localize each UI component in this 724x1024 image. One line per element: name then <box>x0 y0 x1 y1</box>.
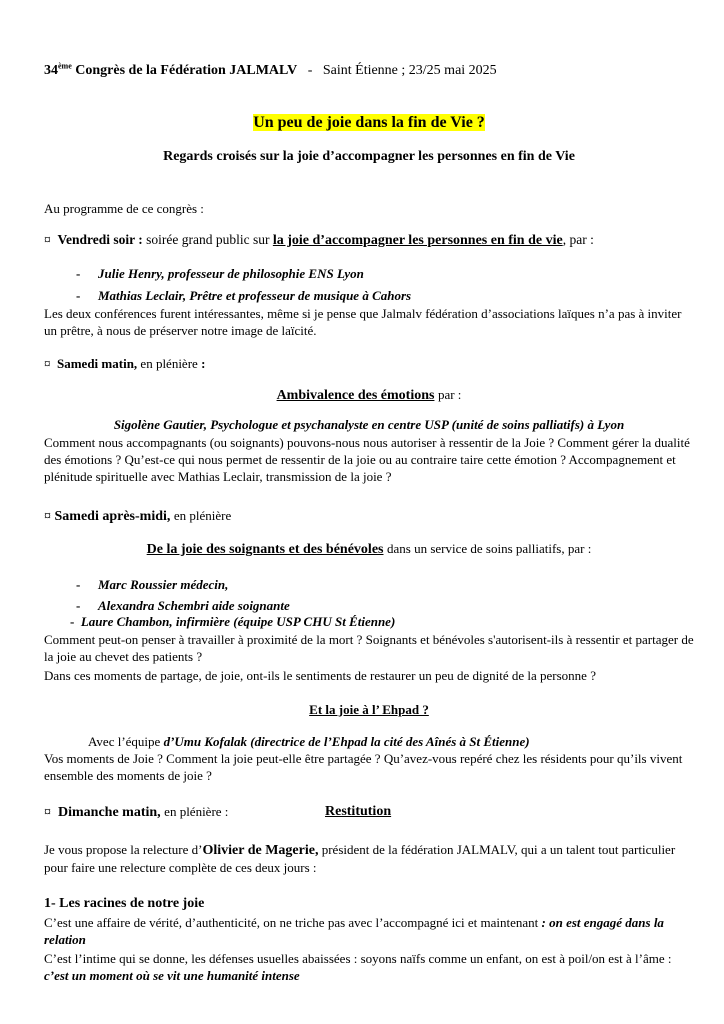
ehpad-title: Et la joie à l’ Ehpad ? <box>309 702 429 717</box>
ehpad-with: Avec l’équipe <box>88 734 161 749</box>
sunday-theme: Restitution <box>325 804 392 819</box>
saturday-afternoon-comment: Dans ces moments de partage, de joie, ont-ils le sentiments de restaurer un peu de dignité de la personne ? <box>44 668 596 683</box>
subtitle-line <box>44 148 694 165</box>
sunday-line <box>44 803 694 821</box>
saturday-afternoon-comment: Comment peut-on penser à travailler à proximité de la mort ? Soignants et bénévoles s'autorisent-ils à ressentir et partager de la joie au chevet des patients ? <box>44 632 694 664</box>
list-dash: - <box>76 288 81 303</box>
saturday-afternoon-text: en plénière <box>173 508 232 523</box>
sunday-text: en plénière : <box>164 804 229 819</box>
friday-line <box>44 231 694 249</box>
congress-place-date: Saint Étienne ; 23/25 mai 2025 <box>322 63 497 78</box>
saturday-morning-speaker-line <box>44 416 694 433</box>
saturday-afternoon-after: dans un service de soins palliatifs, par : <box>386 541 592 556</box>
friday-theme: la joie d’accompagner les personnes en fin de vie <box>272 233 563 248</box>
section1-paragraph: C’est l’intime qui se donne, les défenses usuelles abaissées : soyons naïfs comme un enfant, on est à poil/on est à l’âme : c’est un moment où se vit une humanité intense <box>44 951 672 983</box>
saturday-morning-colon: : <box>201 356 206 371</box>
congress-header <box>44 62 694 79</box>
list-dash: - <box>76 598 81 613</box>
friday-speaker: - Julie Henry, professeur de philosophie ENS Lyon <box>76 266 364 281</box>
header-separator: - <box>307 63 313 78</box>
saturday-morning-comment: Comment nous accompagnants (ou soignants) pouvons-nous nous autoriser à ressentir de la Joie ? Comment gérer la dualité des émotions ? Qu’est-ce qui nous permet de ressentir de la joie ou au contraire taire cette émotion ? Accompagnement et plénitude spirituelle avec Mathias Leclair, transmission de la joie ? <box>44 435 690 484</box>
main-title: Un peu de joie dans la fin de Vie ? <box>253 114 485 131</box>
saturday-afternoon-line <box>44 507 694 525</box>
sunday-day: Dimanche matin, <box>58 805 161 820</box>
saturday-afternoon-bullet: ¤ <box>44 509 51 524</box>
saturday-afternoon-speaker: - Marc Roussier médecin, <box>76 577 229 592</box>
friday-comment: Les deux conférences furent intéressantes, même si je pense que Jalmalv fédération d’associations laïques n’a pas à inviter un prêtre, à nous de préserver notre image de laïcité. <box>44 306 682 338</box>
ehpad-comment: Vos moments de Joie ? Comment la joie peut-elle être partagée ? Qu’avez-vous repéré chez les résidents pour qu’ils vivent ensemble des moments de joie ? <box>44 751 683 783</box>
list-dash: - <box>76 266 81 281</box>
saturday-morning-day: Samedi matin, <box>57 356 138 371</box>
saturday-afternoon-theme: De la joie des soignants et des bénévoles <box>146 542 384 557</box>
saturday-morning-after: par : <box>437 387 462 402</box>
section1-title: 1- Les racines de notre joie <box>44 896 205 911</box>
congress-title: Congrès de la Fédération JALMALV <box>75 63 298 78</box>
friday-speaker: - Mathias Leclair, Prêtre et professeur de musique à Cahors <box>76 288 412 303</box>
saturday-morning-theme-line <box>44 386 694 404</box>
ehpad-team-line <box>88 733 694 750</box>
saturday-afternoon-speaker: - Alexandra Schembri aide soignante <box>76 598 290 613</box>
friday-bullet: ¤ <box>44 232 51 247</box>
section1-paragraph: C’est une affaire de vérité, d’authenticité, on ne triche pas avec l’accompagné ici et maintenant : on est engagé dans la relation <box>44 915 664 947</box>
friday-day: Vendredi soir : <box>57 232 143 247</box>
saturday-morning-bullet: ¤ <box>44 356 51 371</box>
section1-title-line <box>44 895 694 912</box>
saturday-afternoon-speaker: - Laure Chambon, infirmière (équipe USP CHU St Étienne) <box>70 614 396 629</box>
sunday-bullet: ¤ <box>44 805 51 820</box>
ehpad-team: d’Umu Kofalak (directrice de l’Ehpad la cité des Aînés à St Étienne) <box>163 734 530 749</box>
friday-after: , par : <box>562 232 594 247</box>
main-title-line <box>44 113 694 133</box>
saturday-afternoon-theme-line <box>44 540 694 558</box>
saturday-morning-speaker: Sigolène Gautier, Psychologue et psychanalyste en centre USP (unité de soins palliatifs) à Lyon <box>113 417 625 432</box>
friday-text: soirée grand public sur <box>146 232 270 247</box>
list-dash: - <box>70 614 75 629</box>
saturday-morning-text: en plénière <box>140 356 198 371</box>
speaker-name: Olivier de Magerie, <box>202 843 319 858</box>
saturday-afternoon-day: Samedi après-midi, <box>54 509 171 524</box>
sunday-intro: Je vous propose la relecture d’Olivier de Magerie, président de la fédération JALMALV, qui a un talent tout particulier pour faire une relecture complète de ces deux jours : <box>44 842 676 875</box>
congress-number: 34ème <box>44 61 72 78</box>
list-dash: - <box>76 577 81 592</box>
saturday-morning-line <box>44 355 694 372</box>
saturday-morning-theme: Ambivalence des émotions <box>276 388 435 403</box>
program-intro: Au programme de ce congrès : <box>44 201 204 216</box>
ehpad-title-line <box>44 701 694 718</box>
subtitle: Regards croisés sur la joie d’accompagner les personnes en fin de Vie <box>163 149 575 164</box>
